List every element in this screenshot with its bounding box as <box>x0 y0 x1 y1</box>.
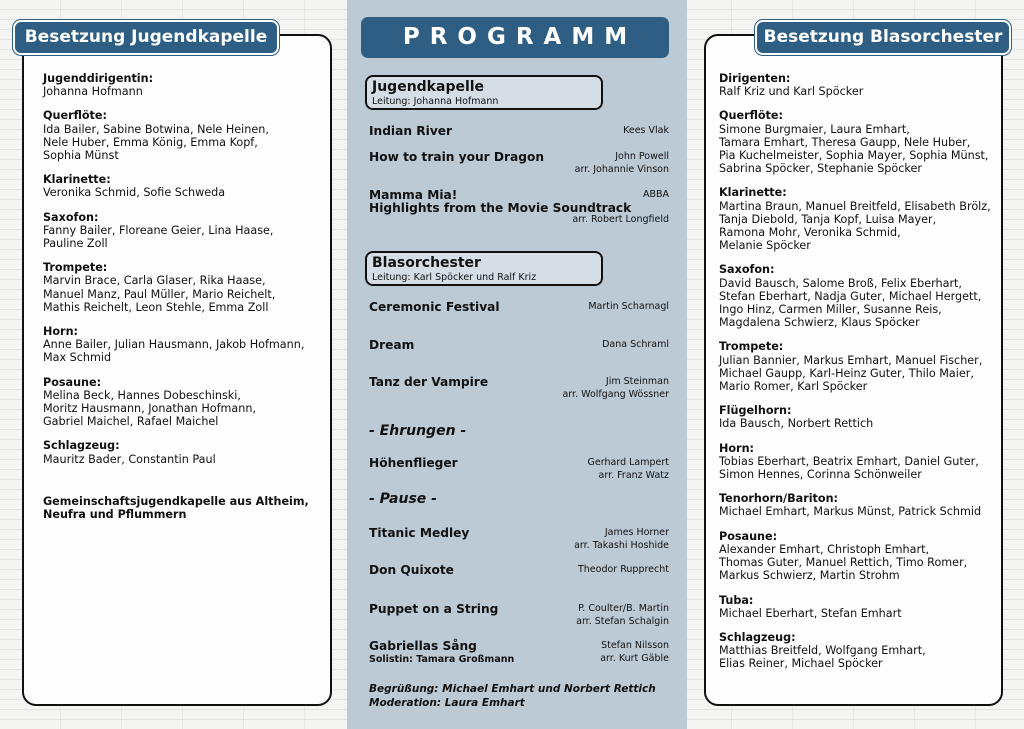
piece-title: Titanic Medley <box>369 526 470 540</box>
section-title: Trompete: <box>719 340 784 354</box>
section-title: Horn: <box>43 325 79 339</box>
jugendkapelle-sections <box>43 72 312 466</box>
section-title: Flügelhorn: <box>719 404 792 418</box>
blasorchester-roster-panel <box>704 34 1003 706</box>
section-names: Ida Bailer, Sabine Botwina, Nele Heinen, Nele Huber, Emma König, Emma Kopf, Sophia Münst <box>43 122 269 163</box>
section-names: Matthias Breitfeld, Wolfgang Emhart, Elias Reiner, Michael Spöcker <box>719 644 926 671</box>
section-names: Johanna Hofmann <box>43 85 143 99</box>
section-title: Tuba: <box>719 593 754 607</box>
section-title: Schlagzeug: <box>43 439 120 453</box>
piece-title: Don Quixote <box>369 563 454 577</box>
piece-title: Höhenflieger <box>369 456 458 470</box>
piece-composer: Gerhard Lampert arr. Franz Watz <box>587 457 669 481</box>
section-names: Martina Braun, Manuel Breitfeld, Elisabeth Brölz, Tanja Diebold, Tanja Kopf, Luisa Mayer, Ramona Mohr, Veronika Schmid, Melanie Spöcker <box>719 199 991 253</box>
section-names: Simone Burgmaier, Laura Emhart, Tamara Emhart, Theresa Gaupp, Nele Huber, Pia Kuchelmeister, Sophia Mayer, Sophia Münst, Sabrina Spöcker, Stephanie Spöcker <box>719 122 989 176</box>
section-names: Ida Bausch, Norbert Rettich <box>719 417 874 431</box>
roster-section <box>43 211 312 251</box>
section-names: Ralf Kriz und Karl Spöcker <box>719 85 864 99</box>
section-title: Tenorhorn/Bariton: <box>719 492 839 506</box>
section-title: Saxofon: <box>43 210 99 224</box>
program-credits: Begrüßung: Michael Emhart und Norbert Rettich Moderation: Laura Emhart <box>369 683 656 709</box>
section-title: Posaune: <box>719 529 778 543</box>
roster-section <box>43 261 312 314</box>
roster-section <box>43 376 312 429</box>
section-names: Marvin Brace, Carla Glaser, Rika Haase, Manuel Manz, Paul Müller, Mario Reichelt, Mathis Reichelt, Leon Stehle, Emma Zoll <box>43 274 276 314</box>
piece-title: Mamma Mia! Highlights from the Movie Soundtrack <box>369 188 632 215</box>
group-blasorchester <box>365 251 603 286</box>
jugendkapelle-heading: Besetzung Jugendkapelle <box>13 20 279 55</box>
roster-section <box>43 109 312 162</box>
piece-title: Puppet on a String <box>369 602 499 616</box>
piece-composer: Jim Steinman arr. Wolfgang Wössner <box>562 376 669 400</box>
section-names: Michael Eberhart, Stefan Emhart <box>719 606 902 620</box>
section-names: Tobias Eberhart, Beatrix Emhart, Daniel Guter, Simon Hennes, Corinna Schönweiler <box>719 454 979 482</box>
roster-section <box>719 404 991 430</box>
section-names: Alexander Emhart, Christoph Emhart, Thomas Guter, Manuel Rettich, Timo Romer, Markus Schwierz, Martin Strohm <box>719 542 968 583</box>
piece-composer: John Powell arr. Johannie Vinson <box>574 151 669 175</box>
piece-title: Indian River <box>369 124 453 138</box>
programm-column <box>347 0 687 729</box>
piece-composer: Kees Vlak <box>623 125 669 136</box>
section-title: Querflöte: <box>719 109 783 123</box>
piece-title: Ceremonic Festival <box>369 300 500 314</box>
piece-title: How to train your Dragon <box>369 150 545 164</box>
roster-section <box>719 263 991 329</box>
programm-title: PROGRAMM <box>361 17 669 58</box>
piece-composer: ABBA arr. Robert Longfield <box>572 189 669 225</box>
group-name: Blasorchester <box>372 255 481 271</box>
roster-section <box>719 340 991 393</box>
roster-section <box>43 439 312 465</box>
section-names: Julian Bannier, Markus Emhart, Manuel Fischer, Michael Gaupp, Karl-Heinz Guter, Thilo Maier, Mario Romer, Karl Spöcker <box>719 353 983 394</box>
roster-section <box>719 72 991 98</box>
jugendkapelle-roster-panel <box>22 34 332 706</box>
section-title: Dirigenten: <box>719 72 791 85</box>
piece-composer: Stefan Nilsson arr. Kurt Gäble <box>600 640 669 664</box>
section-title: Jugenddirigentin: <box>43 72 154 85</box>
piece-composer: Theodor Rupprecht <box>577 564 669 575</box>
section-title: Schlagzeug: <box>719 630 796 644</box>
piece-composer: James Horner arr. Takashi Hoshide <box>574 527 669 551</box>
section-names: Michael Emhart, Markus Münst, Patrick Schmid <box>719 505 982 519</box>
piece-soloist: Solistin: Tamara Großmann <box>369 654 515 665</box>
section-names: Mauritz Bader, Constantin Paul <box>43 452 216 466</box>
roster-section <box>719 631 991 671</box>
section-names: Fanny Bailer, Floreane Geier, Lina Haase, Pauline Zoll <box>43 223 274 251</box>
piece-title: Dream <box>369 338 415 352</box>
jugendkapelle-footer-note: Gemeinschaftsjugendkapelle aus Altheim, Neufra und Pflummern <box>43 494 309 522</box>
roster-section <box>43 72 312 98</box>
roster-section <box>43 325 312 365</box>
group-name: Jugendkapelle <box>372 79 485 95</box>
section-names: Anne Bailer, Julian Hausmann, Jakob Hofmann, Max Schmid <box>43 338 305 365</box>
section-names: Melina Beck, Hannes Dobeschinski, Moritz Hausmann, Jonathan Hofmann, Gabriel Maichel, Rafael Maichel <box>43 388 257 429</box>
piece-composer: Dana Schraml <box>602 339 669 350</box>
section-title: Trompete: <box>43 261 108 275</box>
piece-composer: P. Coulter/B. Martin arr. Stefan Schalgin <box>576 603 669 627</box>
roster-section <box>719 492 991 518</box>
piece-title: Gabriellas Sång <box>369 639 477 653</box>
section-title: Klarinette: <box>43 173 111 187</box>
interlude-pause: - Pause - <box>369 491 437 507</box>
section-names: David Bausch, Salome Broß, Felix Eberhart, Stefan Eberhart, Nadja Guter, Michael Hergett, Ingo Hinz, Carmen Miller, Susanne Reis, Magdalena Schwierz, Klaus Spöcker <box>719 276 982 330</box>
roster-section <box>719 442 991 482</box>
roster-section <box>719 186 991 252</box>
roster-section <box>719 530 991 583</box>
section-title: Saxofon: <box>719 263 775 277</box>
section-title: Querflöte: <box>43 109 107 123</box>
section-names: Veronika Schmid, Sofie Schweda <box>43 186 226 200</box>
piece-title: Tanz der Vampire <box>369 375 489 389</box>
roster-section <box>43 173 312 199</box>
roster-section <box>719 109 991 175</box>
section-title: Horn: <box>719 441 755 455</box>
piece-composer: Martin Scharnagl <box>588 301 669 312</box>
interlude-ehrungen: - Ehrungen - <box>369 423 467 439</box>
group-jugendkapelle <box>365 75 603 110</box>
section-title: Posaune: <box>43 375 102 389</box>
group-leader: Leitung: Karl Spöcker und Ralf Kriz <box>372 272 537 283</box>
group-leader: Leitung: Johanna Hofmann <box>372 96 499 107</box>
section-title: Klarinette: <box>719 186 787 200</box>
roster-section <box>719 594 991 620</box>
blasorchester-heading: Besetzung Blasorchester <box>755 20 1011 55</box>
